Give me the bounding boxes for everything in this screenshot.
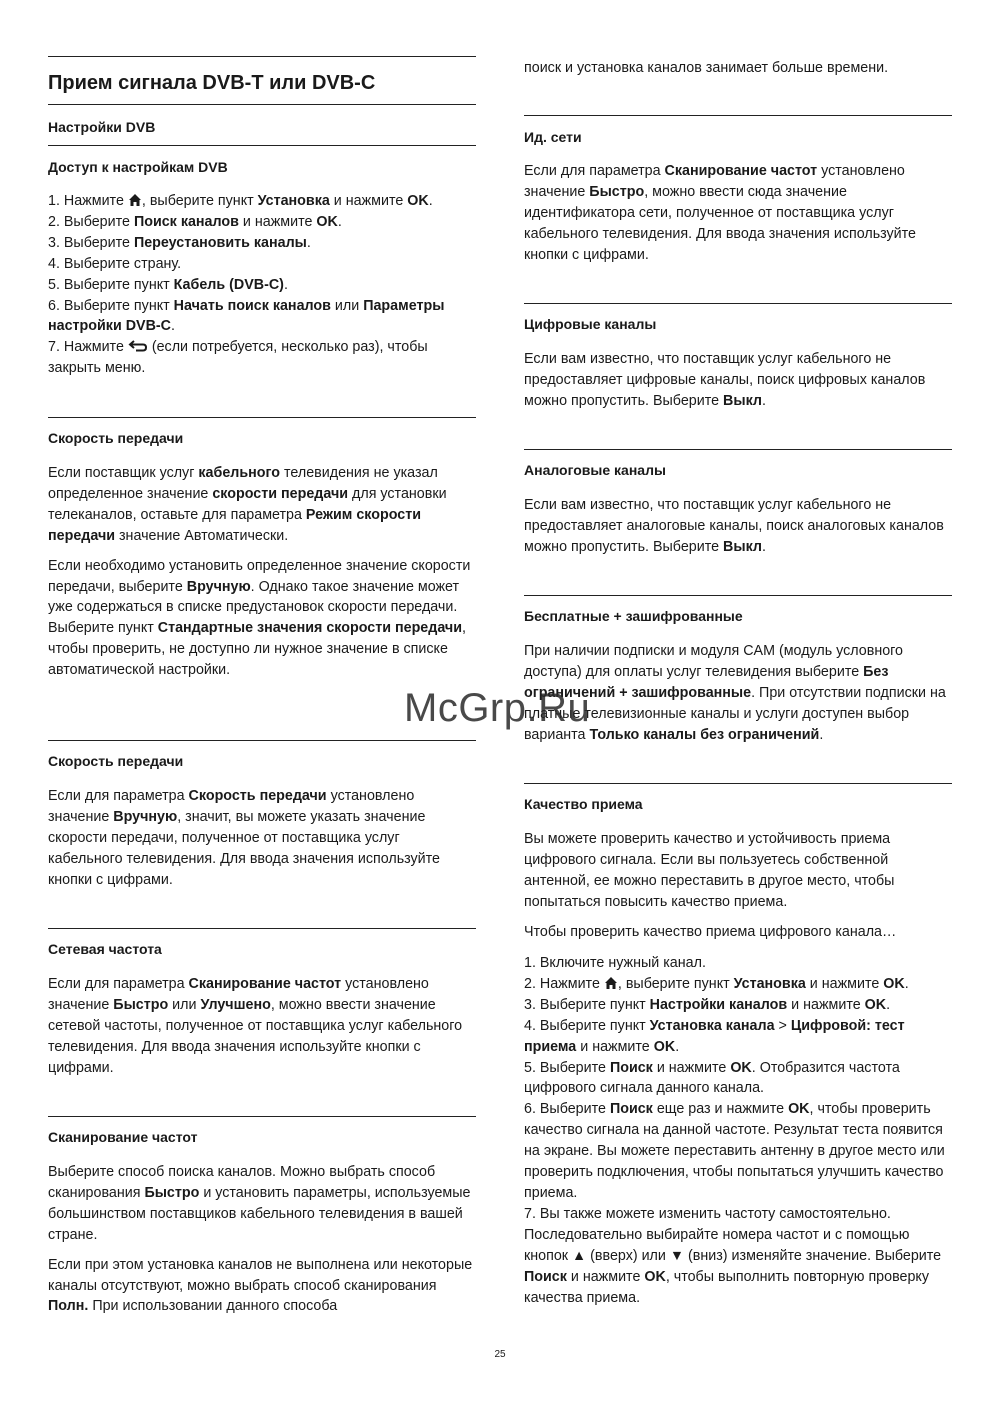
section-heading: Аналоговые каналы	[524, 462, 666, 478]
back-icon	[128, 339, 148, 353]
section-heading: Бесплатные + зашифрованные	[524, 608, 743, 624]
frequency-scan-text	[48, 1162, 476, 1326]
list-item: 3. Выберите пункт Настройки каналов и нажмите OK.	[524, 996, 891, 1013]
paragraph: Если для параметра Сканирование частот установлено значение Быстро, можно ввести сюда значение идентификатора сети, полученное от поставщика услуг кабельного телевидения. Для ввода значения используйте кнопки с цифрами.	[524, 163, 917, 263]
home-icon	[128, 193, 142, 207]
divider	[48, 740, 476, 741]
section-heading: Цифровые каналы	[524, 316, 657, 332]
divider	[48, 104, 476, 105]
paragraph: Выберите способ поиска каналов. Можно выбрать способ сканирования Быстро и установить параметры, используемые большинством поставщиков кабельного телевидения в вашей стране.	[48, 1164, 471, 1243]
list-item: 2. Выберите Поиск каналов и нажмите OK.	[48, 213, 342, 230]
divider	[48, 145, 476, 146]
list-item: 1. Нажмите , выберите пункт Установка и нажмите OK.	[48, 193, 433, 209]
section-heading: Качество приема	[524, 796, 643, 812]
divider	[524, 115, 952, 116]
list-item: 5. Выберите пункт Кабель (DVB-C).	[48, 276, 288, 293]
paragraph: Если вам известно, что поставщик услуг кабельного не предоставляет аналоговые каналы, поиск аналоговых каналов можно пропустить. Выберите Выкл.	[524, 497, 944, 555]
divider	[48, 56, 476, 57]
paragraph: Вы можете проверить качество и устойчивость приема цифрового сигнала. Если вы пользуетесь собственной антенной, ее можно переставить в другое место, чтобы попытаться повысить качество приема.	[524, 831, 895, 910]
list-item: 6. Выберите Поиск еще раз и нажмите OK, чтобы проверить качество сигнала на данной частоте. Результат теста появится на экране. Вы можете переставить антенну в другое место или проверить подключения, чтобы попытаться улучшить качество приема.	[524, 1101, 945, 1201]
paragraph: Если для параметра Скорость передачи установлено значение Вручную, значит, вы можете указать значение скорости передачи, полученное от поставщика услуг кабельного телевидения. Для ввода значения используйте кнопки с цифрами.	[48, 788, 441, 888]
watermark-text: McGrp.Ru	[404, 686, 591, 730]
home-icon	[604, 976, 618, 990]
continuation-text: поиск и установка каналов занимает больше времени.	[524, 60, 889, 76]
divider	[524, 595, 952, 596]
divider	[524, 303, 952, 304]
list-item: 1. Включите нужный канал.	[524, 955, 706, 971]
divider	[48, 417, 476, 418]
paragraph: Чтобы проверить качество приема цифрового канала…	[524, 923, 897, 940]
page-number: 25	[494, 1349, 506, 1360]
section-subheading: Доступ к настройкам DVB	[48, 159, 228, 175]
section-heading: Сканирование частот	[48, 1129, 198, 1145]
paragraph: Если для параметра Сканирование частот установлено значение Быстро или Улучшено, можно ввести значение сетевой частоты, полученное от поставщика услуг кабельного телевидения. Для ввода значения используйте кнопки с цифрами.	[48, 976, 463, 1076]
paragraph: Если вам известно, что поставщик услуг кабельного не предоставляет цифровые каналы, поиск цифровых каналов можно пропустить. Выберите Выкл.	[524, 351, 926, 409]
section-heading: Сетевая частота	[48, 941, 162, 957]
symbol-rate-mode-text	[48, 463, 476, 690]
reception-quality-steps	[524, 953, 952, 1308]
divider	[524, 783, 952, 784]
list-item: 3. Выберите Переустановить каналы.	[48, 234, 311, 251]
list-item: 4. Выберите пункт Установка канала > Цифровой: тест приема и нажмите OK.	[524, 1017, 905, 1055]
section-heading: Скорость передачи	[48, 430, 184, 446]
divider	[48, 928, 476, 929]
network-id-text	[524, 161, 952, 275]
list-item: 7. Нажмите (если потребуется, несколько раз), чтобы закрыть меню.	[48, 339, 428, 377]
divider	[48, 1116, 476, 1117]
paragraph: При наличии подписки и модуля CAM (модуль условного доступа) для оплаты услуг телевидения выберите Без ограничений + зашифрованные. При отсутствии подписки на платные телевизионные каналы и услуги доступен выбор варианта Только каналы без ограничений.	[524, 643, 946, 743]
section-heading: Скорость передачи	[48, 753, 184, 769]
paragraph: Если при этом установка каналов не выполнена или некоторые каналы отсутствуют, можно выбрать способ сканирования Полн. При использовании данного способа	[48, 1256, 473, 1315]
list-item: 2. Нажмите , выберите пункт Установка и нажмите OK.	[524, 975, 909, 992]
network-frequency-text	[48, 974, 476, 1088]
section-heading: Настройки DVB	[48, 119, 156, 135]
paragraph: Если необходимо установить определенное значение скорости передачи, выберите Вручную. Однако такое значение может уже содержаться в списке предустановок скорости передачи. Выберите пункт Стандартные значения скорости передачи, чтобы проверить, не доступно ли нужное значение в списке автоматической настройки.	[48, 557, 471, 679]
reception-quality-text	[524, 829, 952, 952]
list-item: 7. Вы также можете изменить частоту самостоятельно. Последовательно выбирайте номера частот и с помощью кнопок ▲ (вверх) или ▼ (вниз) изменяйте значение. Выберите Поиск и нажмите OK, чтобы выполнить повторную проверку качества приема.	[524, 1205, 942, 1306]
page-title: Прием сигнала DVB-T или DVB-C	[48, 72, 376, 94]
list-item: 4. Выберите страну.	[48, 255, 182, 272]
divider	[524, 449, 952, 450]
symbol-rate-text	[48, 786, 476, 900]
paragraph: Если поставщик услуг кабельного телевидения не указал определенное значение скорости передачи для установки телеканалов, оставьте для параметра Режим скорости передачи значение Автоматически.	[48, 465, 447, 544]
list-item: 6. Выберите пункт Начать поиск каналов или Параметры настройки DVB-C.	[48, 297, 445, 335]
section-heading: Ид. сети	[524, 129, 582, 145]
analog-channels-text	[524, 495, 952, 567]
list-item: 5. Выберите Поиск и нажмите OK. Отобразится частота цифрового сигнала данного канала.	[524, 1059, 900, 1097]
digital-channels-text	[524, 349, 952, 421]
dvb-steps	[48, 191, 476, 379]
